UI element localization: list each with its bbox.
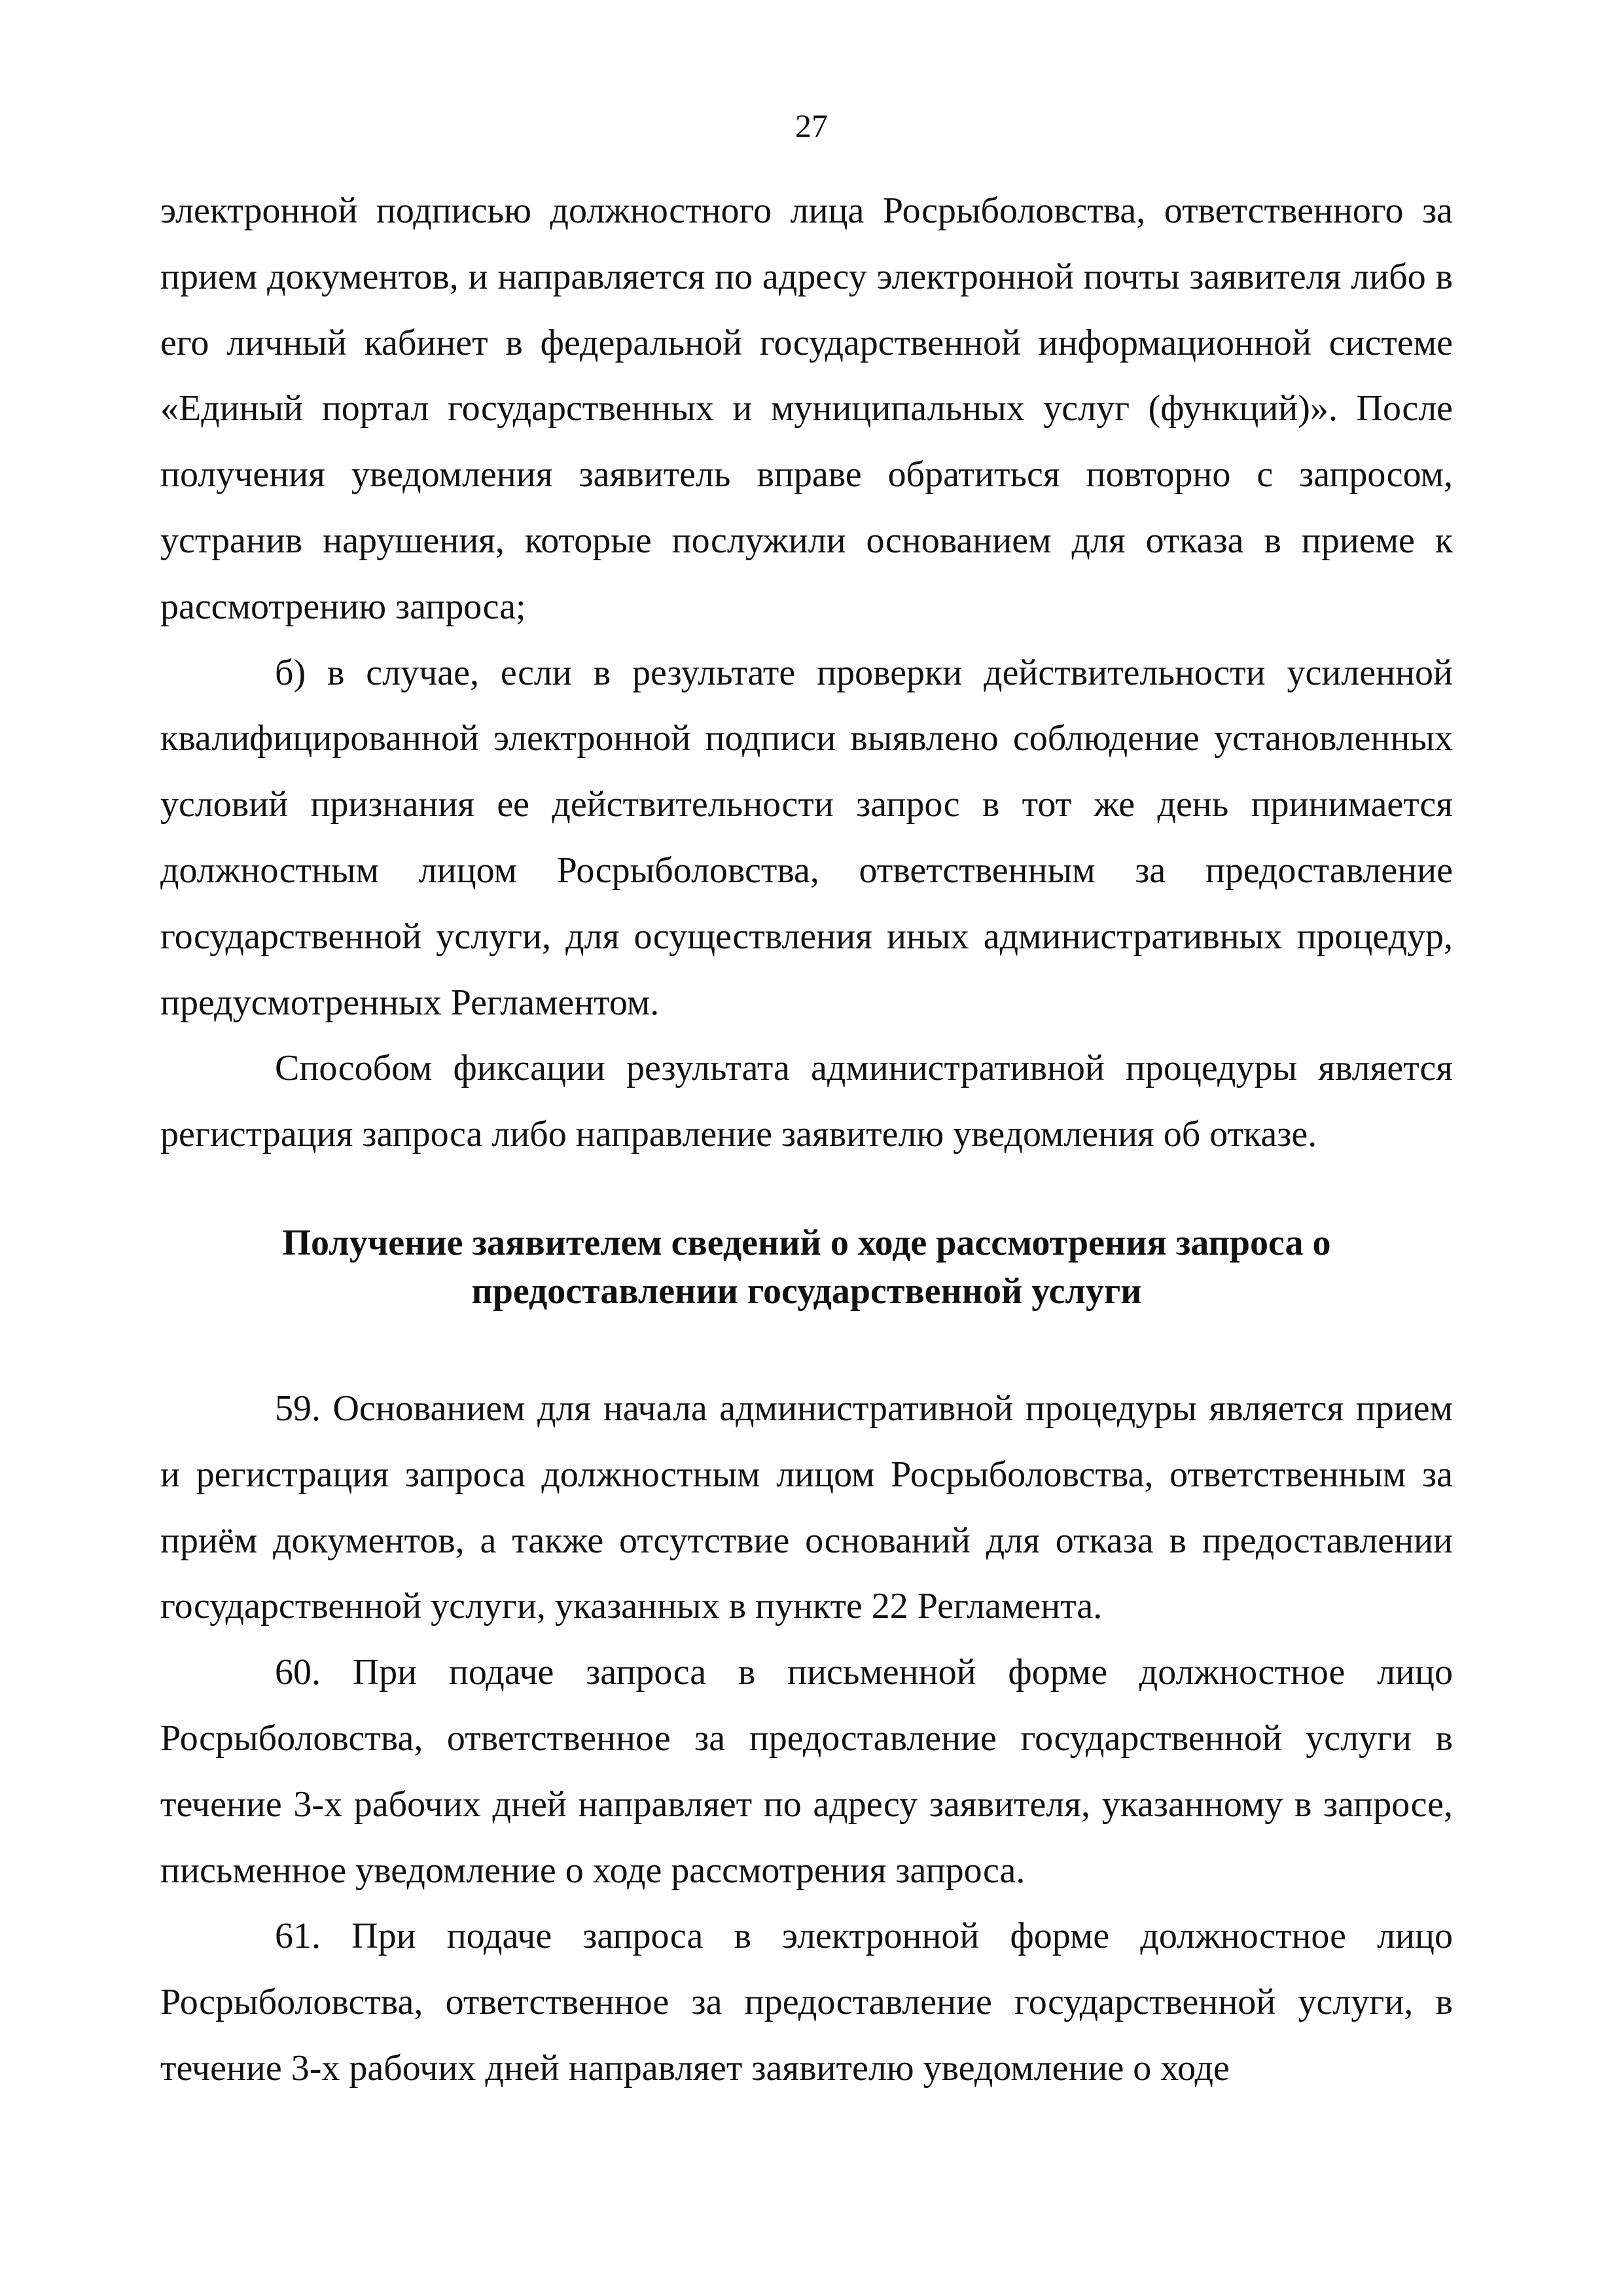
paragraph-fixation: Способом фиксации результата административной процедуры является регистрация запроса либо направление заявителю уведомления об отказе.: [160, 1048, 1453, 1155]
paragraph-61: 61. При подаче запроса в электронной форме должностное лицо Росрыболовства, ответственное за предоставление государственной услуги, в течение 3-х рабочих дней направляет заявителю уведомление о ходе: [160, 1916, 1453, 2089]
paragraph-continuation: электронной подписью должностного лица Росрыболовства, ответственного за прием документов, и направляется по адресу электронной почты заявителя либо в его личный кабинет в федеральной государственной информационной системе «Единый портал государственных и муниципальных услуг (функций)». После получения уведомления заявитель вправе обратиться повторно с запросом, устранив нарушения, которые послужили основанием для отказа в приеме к рассмотрению запроса;: [160, 190, 1453, 627]
section-heading-line-1: Получение заявителем сведений о ходе рассмотрения запроса о: [282, 1223, 1331, 1263]
paragraph-60: 60. При подаче запроса в письменной форме должностное лицо Росрыболовства, ответственное за предоставление государственной услуги в течение 3-х рабочих дней направляет по адресу заявителя, указанному в запросе, письменное уведомление о ходе рассмотрения запроса.: [160, 1652, 1453, 1891]
lower-text-block: [160, 1376, 1453, 2102]
upper-text-block: [160, 178, 1453, 1168]
section-heading-line-2: предоставлении государственной услуги: [471, 1271, 1142, 1312]
page-number: 27: [795, 107, 828, 144]
section-heading: [160, 1219, 1453, 1316]
paragraph-item-b: б) в случае, если в результате проверки действительности усиленной квалифицированной электронной подписи выявлено соблюдение установленных условий признания ее действительности запрос в тот же день принимается должностным лицом Росрыболовства, ответственным за предоставление государственной услуги, для осуществления иных административных процедур, предусмотренных Регламентом.: [160, 652, 1453, 1023]
paragraph-59: 59. Основанием для начала административной процедуры является прием и регистрация запроса должностным лицом Росрыболовства, ответственным за приём документов, а также отсутствие оснований для отказа в предоставлении государственной услуги, указанных в пункте 22 Регламента.: [160, 1388, 1453, 1627]
